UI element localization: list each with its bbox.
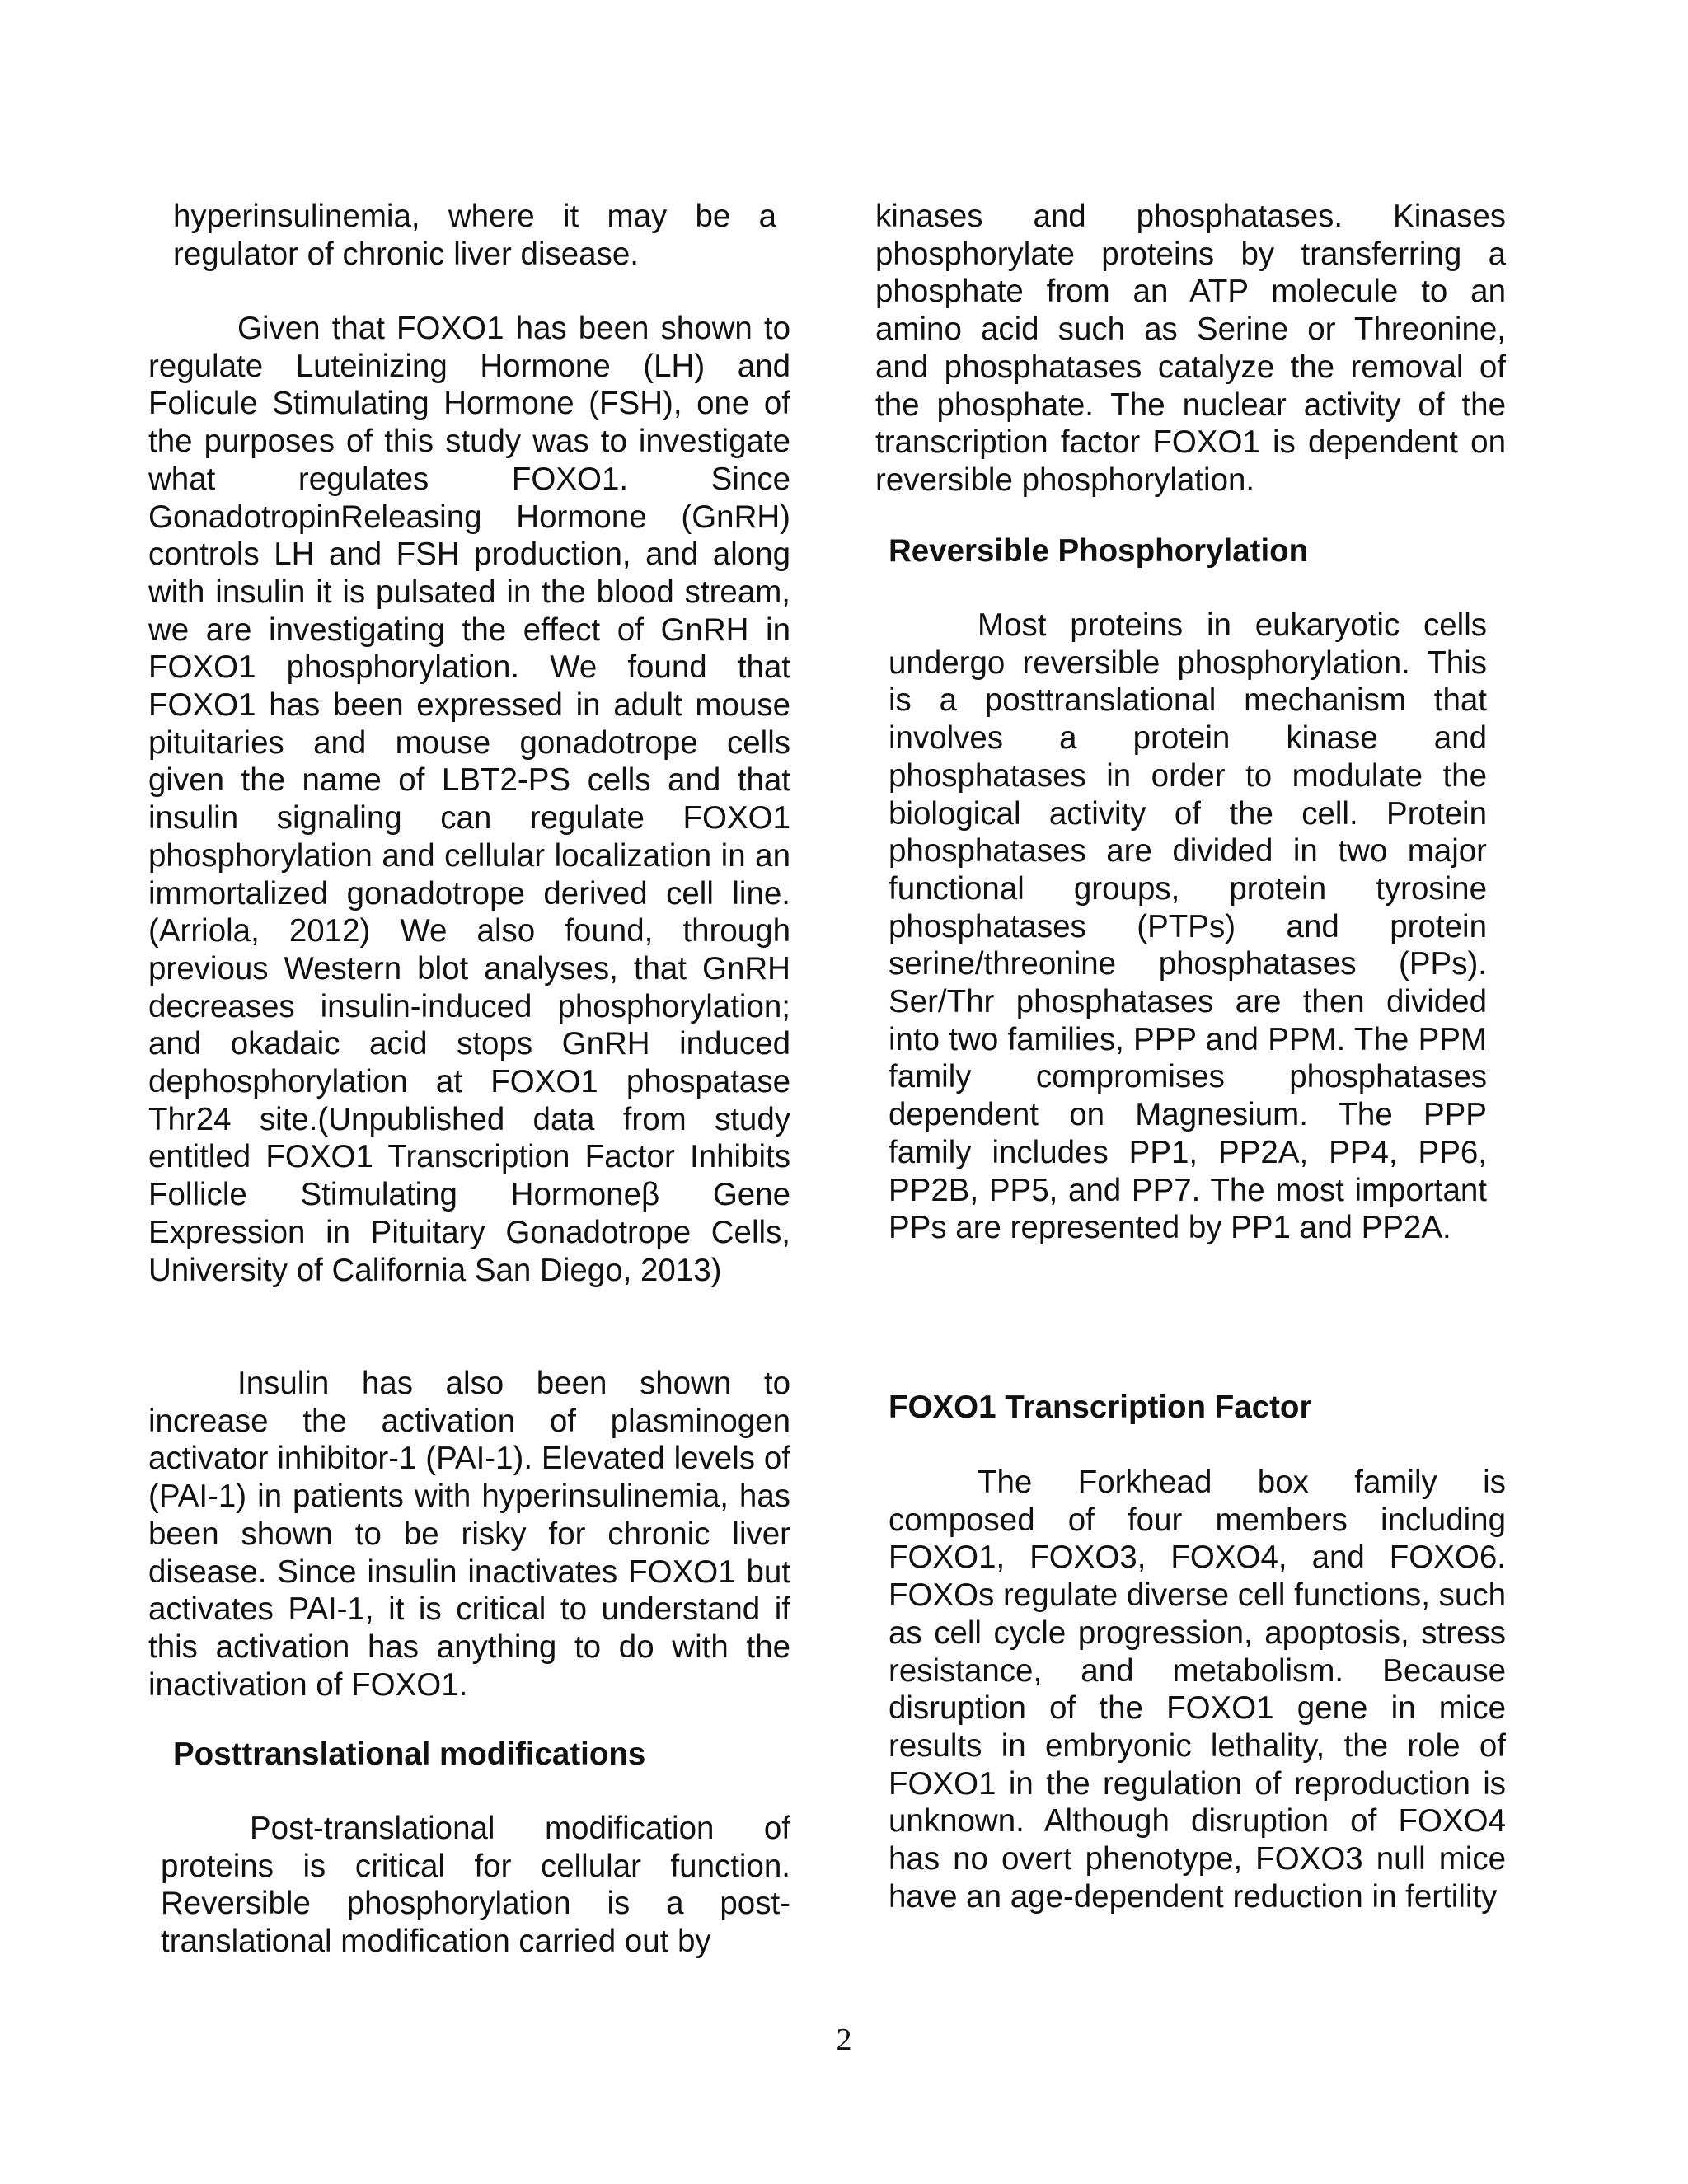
right-continued-paragraph: kinases and phosphatases. Kinases phosphorylate proteins by transferring a phosphate from an ATP molecule to an amino acid such as Serine or Threonine, and phosphatases catalyze the removal of the phosphate. The nuclear activity of the transcription factor FOXO1 is dependent on reversible phosphorylation. [875,199,1506,498]
ptm-paragraph: Post-translational modification of proteins is critical for cellular function. Reversible phosphorylation is a post-translational modification carried out by [161,1811,790,1960]
foxo1-paragraph: The Forkhead box family is composed of four members including FOXO1, FOXO3, FOXO4, and FOXO6. FOXOs regulate diverse cell functions, such as cell cycle progression, apoptosis, stress resistance, and metabolism. Because disruption of the FOXO1 gene in mice results in embryonic lethality, the role of FOXO1 in the regulation of reproduction is unknown. Although disruption of FOXO4 has no overt phenotype, FOXO3 null mice have an age-dependent reduction in fertility [889,1465,1506,1915]
insulin-paragraph: Insulin has also been shown to increase the activation of plasminogen activator inhibitor-1 (PAI-1). Elevated levels of (PAI-1) in patients with hyperinsulinemia, has been shown to be risky for chronic liver disease. Since insulin inactivates FOXO1 but activates PAI-1, it is critical to understand if this activation has anything to do with the inactivation of FOXO1. [148,1366,790,1703]
gnrh-paragraph: Given that FOXO1 has been shown to regulate Luteinizing Hormone (LH) and Folicule Stimulating Hormone (FSH), one of the purposes of this study was to investigate what regulates FOXO1. Since GonadotropinReleasing Hormone (GnRH) controls LH and FSH production, and along with insulin it is pulsated in the blood stream, we are investigating the effect of GnRH in FOXO1 phosphorylation. We found that FOXO1 has been expressed in adult mouse pituitaries and mouse gonadotrope cells given the name of LBT2-PS cells and that insulin signaling can regulate FOXO1 phosphorylation and cellular localization in an immortalized gonadotrope derived cell line. (Arriola, 2012) We also found, through previous Western blot analyses, that GnRH decreases insulin-induced phosphorylation; and okadaic acid stops GnRH induced dephosphorylation at FOXO1 phospatase Thr24 site.(Unpublished data from study entitled FOXO1 Transcription Factor Inhibits Follicle Stimulating Hormoneβ Gene Expression in Pituitary Gonadotrope Cells, University of California San Diego, 2013) [148,311,790,1288]
heading-posttranslational-modifications: Posttranslational modifications [173,1736,646,1772]
reversible-phosphorylation-paragraph: Most proteins in eukaryotic cells undergo reversible phosphorylation. This is a posttranslational mechanism that involves a protein kinase and phosphatases in order to modulate the biological activity of the cell. Protein phosphatases are divided in two major functional groups, protein tyrosine phosphatases (PTPs) and protein serine/threonine phosphatases (PPs). Ser/Thr phosphatases are then divided into two families, PPP and PPM. The PPM family compromises phosphatases dependent on Magnesium. The PPP family includes PP1, PP2A, PP4, PP6, PP2B, PP5, and PP7. The most important PPs are represented by PP1 and PP2A. [889,607,1487,1246]
left-continued-paragraph: hyperinsulinemia, where it may be a regulator of chronic liver disease. [173,199,776,272]
heading-reversible-phosphorylation: Reversible Phosphorylation [889,533,1309,569]
heading-foxo1-transcription-factor: FOXO1 Transcription Factor [889,1390,1312,1425]
page-number: 2 [836,2022,852,2057]
